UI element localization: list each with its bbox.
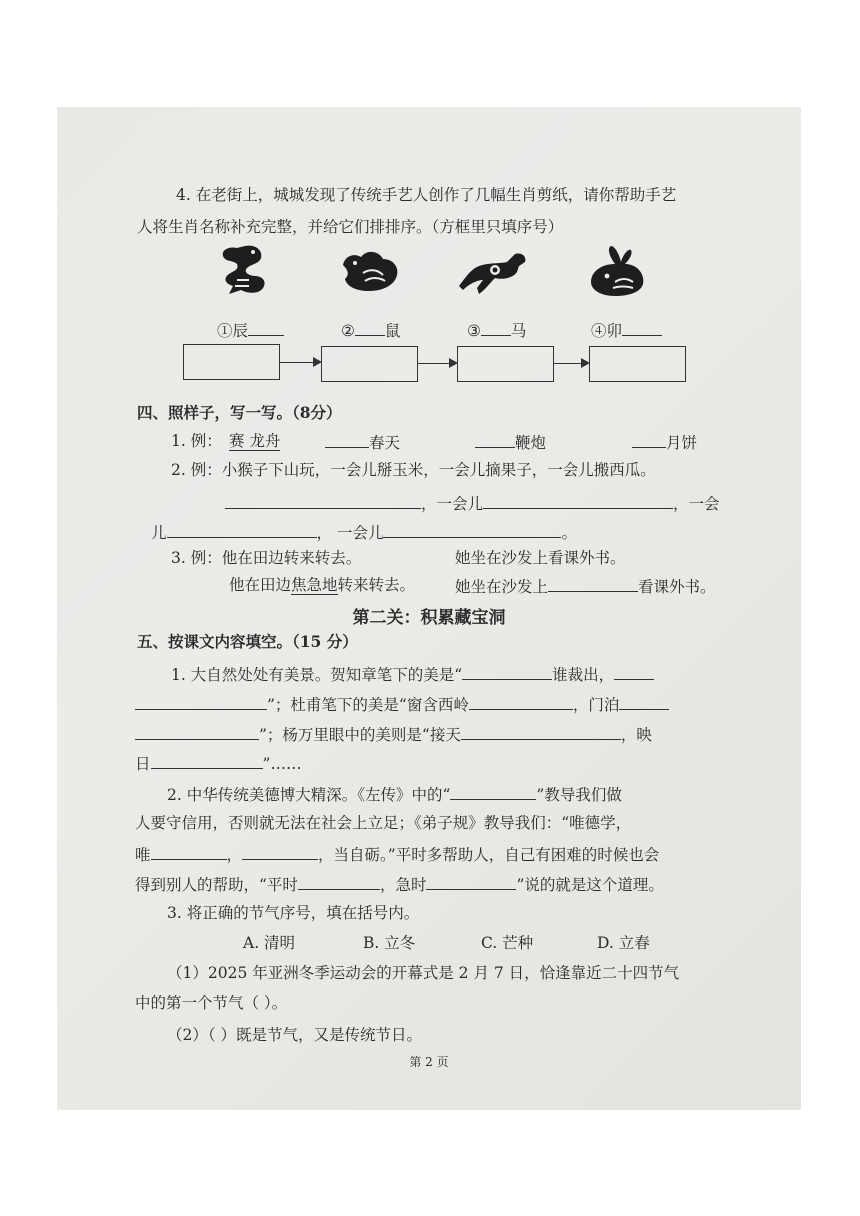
ex3-line1-b: 她坐在沙发上看课外书。 — [455, 549, 626, 567]
blank[interactable] — [167, 521, 317, 538]
q2-line2: 人要守信用，否则就无法在社会上立足；《弟子规》教导我们：“唯德学， — [135, 814, 632, 832]
q3-line: 3. 将正确的节气序号，填在括号内。 — [167, 904, 420, 922]
ex2-line: 2. 例：小猴子下山玩，一会儿掰玉米，一会儿摘果子，一会儿搬西瓜。 — [171, 461, 656, 479]
zodiac-label-4: ④卯 — [591, 319, 662, 341]
q4-line1: 4. 在老街上，城城发现了传统手艺人创作了几幅生肖剪纸，请你帮助手艺 — [176, 186, 677, 204]
blank[interactable] — [622, 319, 662, 336]
option-d: D. 立春 — [597, 934, 650, 952]
ex2-answer-line2: 儿 ， 一会儿 。 — [151, 521, 577, 543]
q1-line1: 1. 大自然处处有美景。贺知章笔下的美是“ 谁裁出， — [171, 663, 654, 685]
rabbit-papercut-icon — [585, 244, 649, 298]
arrow-icon — [418, 363, 456, 364]
section5-heading: 五、按课文内容填空。（15 分） — [137, 632, 358, 651]
level2-title: 第二关：积累藏宝洞 — [352, 608, 506, 628]
blank[interactable] — [135, 693, 267, 710]
dragon-papercut-icon — [215, 240, 273, 298]
blank[interactable] — [298, 873, 380, 890]
ex1-item-1: 春天 — [325, 431, 400, 453]
rat-papercut-icon — [339, 245, 401, 297]
sub1-line2: 中的第一个节气（ ）。 — [135, 994, 288, 1012]
ex1-prefix: 1. 例： — [171, 432, 222, 450]
blank[interactable] — [151, 752, 263, 769]
option-c: C. 芒种 — [481, 934, 534, 952]
blank[interactable] — [242, 843, 318, 860]
blank[interactable] — [483, 492, 673, 509]
order-box-3[interactable] — [457, 346, 554, 382]
blank[interactable] — [469, 693, 573, 710]
order-box-2[interactable] — [321, 346, 418, 382]
zodiac-label-2: ② 鼠 — [341, 319, 400, 341]
order-box-4[interactable] — [589, 346, 686, 382]
blank[interactable] — [450, 783, 536, 800]
blank[interactable] — [151, 843, 227, 860]
horse-papercut-icon — [455, 250, 533, 296]
blank[interactable] — [426, 873, 516, 890]
blank[interactable] — [614, 663, 654, 680]
blank[interactable] — [383, 521, 561, 538]
q4-line2: 人将生肖名称补充完整，并给它们排排序。（方框里只填序号） — [137, 218, 564, 236]
section4-heading: 四、照样子，写一写。（8分） — [137, 403, 342, 422]
blank[interactable] — [548, 575, 638, 592]
page-number: 第 2 页 — [409, 1055, 449, 1069]
q2-line3: 唯 ， ，当自砺。”平时多帮助人，自己有困难的时候也会 — [135, 843, 659, 865]
blank[interactable] — [632, 431, 666, 448]
blank[interactable] — [462, 663, 552, 680]
q1-line3: ”；杨万里眼中的美则是“接天 ，映 — [135, 723, 652, 745]
ex3-line2: 他在田边焦急地转来转去。 — [229, 576, 416, 594]
blank[interactable] — [325, 431, 369, 448]
q1-line4: 日 ”…… — [135, 752, 301, 774]
q1-line2: ”；杜甫笔下的美是“窗含西岭 ，门泊 — [135, 693, 669, 715]
ex1-item-2: 鞭炮 — [475, 431, 546, 453]
blank[interactable] — [481, 319, 511, 336]
ex3-line1: 3. 例：他在田边转来转去。 — [171, 549, 362, 567]
blank[interactable] — [355, 319, 385, 336]
blank[interactable] — [248, 319, 284, 336]
option-a: A. 清明 — [243, 934, 296, 952]
option-b: B. 立冬 — [363, 934, 416, 952]
zodiac-label-1: ①辰 — [217, 319, 284, 341]
ex3-line2-b: 她坐在沙发上 看课外书。 — [455, 575, 716, 597]
blank[interactable] — [225, 492, 421, 509]
blank[interactable] — [475, 431, 515, 448]
arrow-icon — [554, 363, 588, 364]
sub2-line: （2）（ ）既是节气，又是传统节日。 — [167, 1026, 423, 1044]
blank[interactable] — [135, 723, 259, 740]
ex1-item-3: 月饼 — [632, 431, 697, 453]
ex1-example: 赛 龙舟 — [229, 432, 281, 450]
ex2-answer-line1: ，一会儿 ，一会 — [225, 492, 720, 514]
exam-page — [57, 107, 801, 1110]
q2-line1: 2. 中华传统美德博大精深。《左传》中的“ ”教导我们做 — [167, 783, 622, 805]
blank[interactable] — [619, 693, 669, 710]
order-box-1[interactable] — [183, 344, 280, 380]
sub1-line1: （1）2025 年亚洲冬季运动会的开幕式是 2 月 7 日，恰逢靠近二十四节气 — [167, 964, 680, 982]
zodiac-label-3: ③ 马 — [467, 319, 526, 341]
q2-line4: 得到别人的帮助，“平时 ，急时 ”说的就是这个道理。 — [135, 873, 664, 895]
blank[interactable] — [461, 723, 621, 740]
arrow-icon — [280, 362, 320, 363]
